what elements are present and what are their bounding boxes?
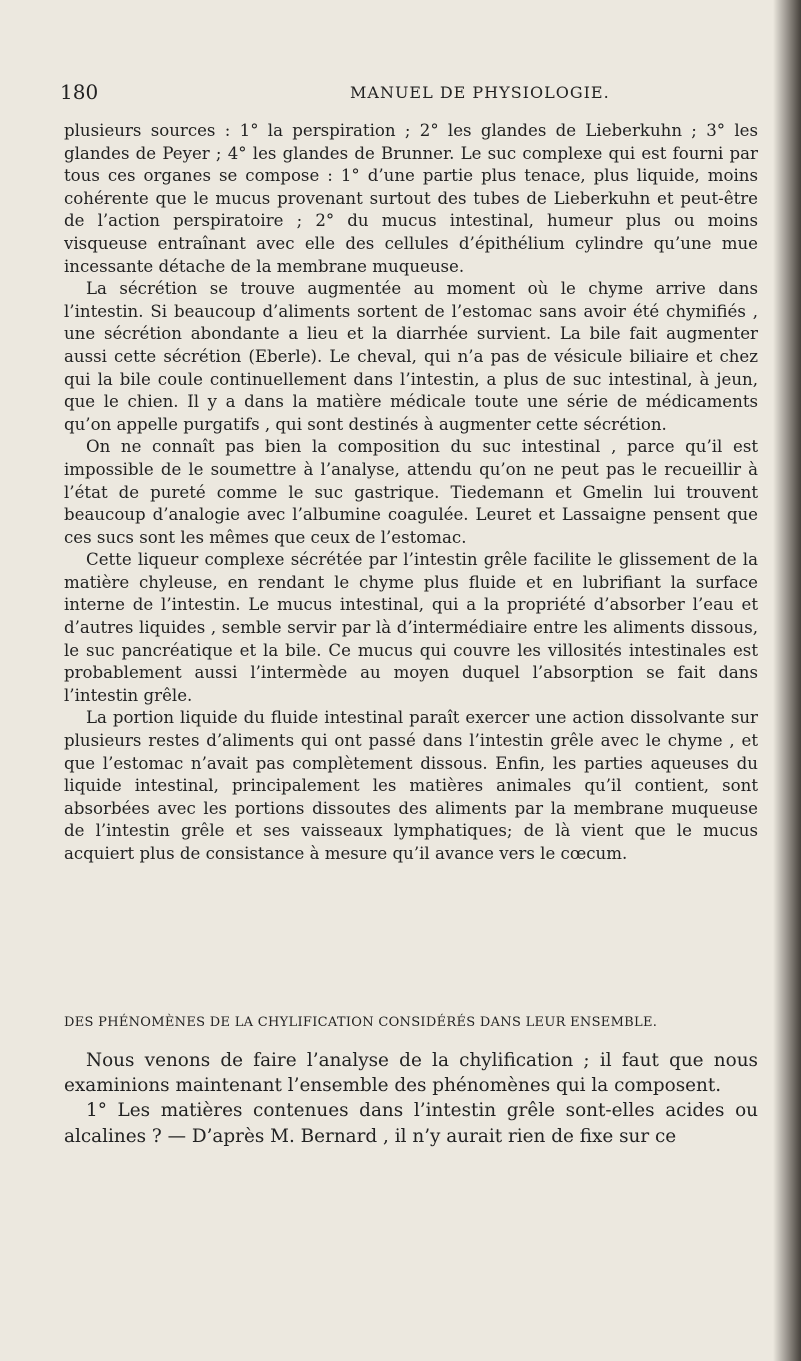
paragraph: La sécrétion se trouve augmentée au moment où le chyme arrive dans l’intestin. Si beaucoup d’aliments sortent de l’estomac sans avoir été chymifiés , une sécrétion abondante a lieu et la diarrhée survient. La bile fait augmenter aussi cette sécrétion (Eberle). Le cheval, qui n’a pas de vésicule biliaire et chez qui la bile coule continuellement dans l’intestin, a plus de suc intestinal, à jeun, que le chien. Il y a dans la matière médicale toute une série de médicaments qu’on appelle purgatifs , qui sont destinés à augmenter cette sécrétion. xyxy=(64,279,758,434)
page-header xyxy=(60,80,750,110)
section-heading: DES PHÉNOMÈNES DE LA CHYLIFICATION CONSIDÉRÉS DANS LEUR ENSEMBLE. xyxy=(64,1015,658,1030)
body-text xyxy=(64,120,758,866)
paragraph: La portion liquide du fluide intestinal paraît exercer une action dissolvante sur plusieurs restes d’aliments qui ont passé dans l’intestin grêle avec le chyme , et que l’estomac n’avait pas complètement dissous. Enfin, les parties aqueuses du liquide intestinal, principalement les matières animales qu’il contient, sont absorbées avec les portions dissoutes des aliments par la membrane muqueuse de l’intestin grêle et ses vaisseaux lymphatiques; de là vient que le mucus acquiert plus de consistance à mesure qu’il avance vers le cœcum. xyxy=(64,708,758,863)
paragraph: Cette liqueur complexe sécrétée par l’intestin grêle facilite le glissement de la matière chyleuse, en rendant le chyme plus fluide et en lubrifiant la surface interne de l’intestin. Le mucus intestinal, qui a la propriété d’absorber l’eau et d’autres liquides , semble servir par là d’intermédiaire entre les aliments dissous, le suc pancréatique et la bile. Ce mucus qui couvre les villosités intestinales est probablement aussi l’intermède au moyen duquel l’absorption se fait dans l’intestin grêle. xyxy=(64,550,758,705)
paragraph: On ne connaît pas bien la composition du suc intestinal , parce qu’il est impossible de le soumettre à l’analyse, attendu qu’on ne peut pas le recueillir à l’état de pureté comme le suc gastrique. Tiedemann et Gmelin lui trouvent beaucoup d’analogie avec l’albumine coagulée. Leuret et Lassaigne pensent que ces sucs sont les mêmes que ceux de l’estomac. xyxy=(64,437,758,547)
paragraph: plusieurs sources : 1° la perspiration ; 2° les glandes de Lieberkuhn ; 3° les glandes de Peyer ; 4° les glandes de Brunner. Le suc complexe qui est fourni par tous ces organes se compose : 1° d’une partie plus tenace, plus liquide, moins cohérente que le mucus provenant surtout des tubes de Lieberkuhn et peut-être de l’action perspiratoire ; 2° du mucus intestinal, humeur plus ou moins visqueuse entraînant avec elle des cellules d’épithélium cylindre qu’une mue incessante détache de la membrane muqueuse. xyxy=(64,121,758,276)
paragraph: Nous venons de faire l’analyse de la chylification ; il faut que nous examinions maintenant l’ensemble des phénomènes qui la composent. xyxy=(64,1050,758,1097)
page-number: 180 xyxy=(60,80,99,104)
running-title: MANUEL DE PHYSIOLOGIE. xyxy=(350,83,610,102)
section-body-text xyxy=(64,1048,758,1149)
paragraph: 1° Les matières contenues dans l’intestin grêle sont-elles acides ou alcalines ? — D’après M. Bernard , il n’y aurait rien de fixe sur ce xyxy=(64,1100,758,1147)
page-edge-shadow xyxy=(773,0,801,1361)
